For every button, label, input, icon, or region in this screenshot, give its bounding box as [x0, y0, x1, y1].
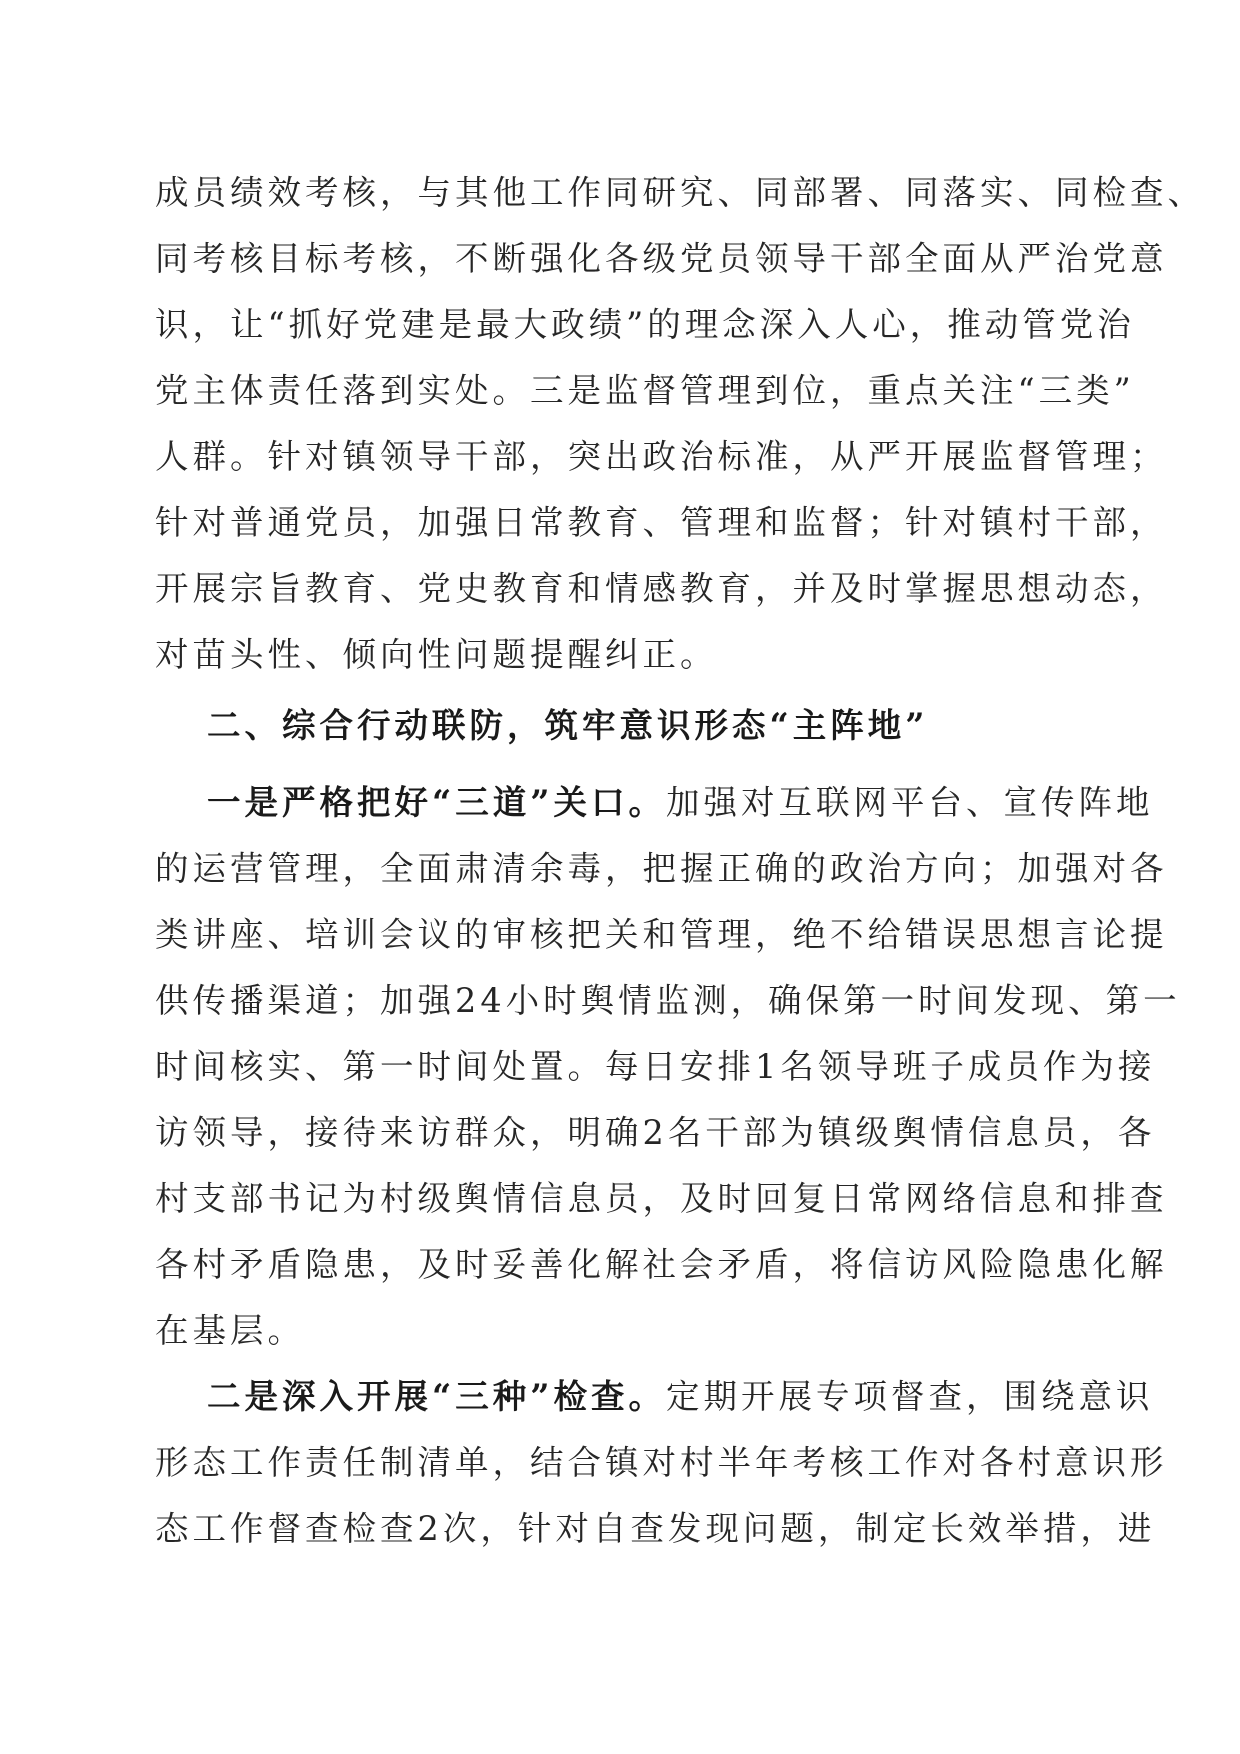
paragraph-line: 开展宗旨教育、党史教育和情感教育，并及时掌握思想动态，	[155, 569, 1168, 608]
paragraph-line: 各村矛盾隐患，及时妥善化解社会矛盾，将信访风险隐患化解	[155, 1245, 1168, 1284]
paragraph-lead-text: 定期开展专项督查，围绕意识	[666, 1377, 1154, 1416]
paragraph-line: 的运营管理，全面肃清余毒，把握正确的政治方向；加强对各	[155, 849, 1168, 888]
paragraph-line: 成员绩效考核，与其他工作同研究、同部署、同落实、同检查、	[155, 173, 1205, 212]
paragraph-line: 人群。针对镇领导干部，突出政治标准，从严开展监督管理；	[155, 437, 1168, 476]
paragraph-lead-heading: 一是严格把好“三道”关口。	[207, 783, 667, 822]
paragraph-line: 供传播渠道；加强24小时舆情监测，确保第一时间发现、第一	[155, 981, 1181, 1020]
paragraph-line: 访领导，接待来访群众，明确2名干部为镇级舆情信息员，各	[155, 1113, 1156, 1152]
paragraph-line: 类讲座、培训会议的审核把关和管理，绝不给错误思想言论提	[155, 915, 1168, 954]
paragraph-line: 针对普通党员，加强日常教育、管理和监督；针对镇村干部，	[155, 503, 1168, 542]
paragraph-line: 对苗头性、倾向性问题提醒纠正。	[155, 635, 718, 674]
paragraph-line: 态工作督查检查2次，针对自查发现问题，制定长效举措，进	[155, 1509, 1156, 1548]
paragraph-line: 在基层。	[155, 1311, 305, 1350]
paragraph-line: 形态工作责任制清单，结合镇对村半年考核工作对各村意识形	[155, 1443, 1168, 1482]
paragraph-lead-text: 加强对互联网平台、宣传阵地	[666, 783, 1154, 822]
paragraph-line: 同考核目标考核，不断强化各级党员领导干部全面从严治党意	[155, 239, 1168, 278]
paragraph-first-line	[207, 770, 1154, 836]
paragraph-first-line	[207, 1364, 1154, 1430]
section-heading: 二、综合行动联防，筑牢意识形态“主阵地”	[207, 706, 929, 745]
paragraph-line: 时间核实、第一时间处置。每日安排1名领导班子成员作为接	[155, 1047, 1156, 1086]
paragraph-line: 党主体责任落到实处。三是监督管理到位，重点关注“三类”	[155, 371, 1135, 410]
paragraph-line: 村支部书记为村级舆情信息员，及时回复日常网络信息和排查	[155, 1179, 1168, 1218]
paragraph-lead-heading: 二是深入开展“三种”检查。	[207, 1377, 667, 1416]
paragraph-line: 识，让“抓好党建是最大政绩”的理念深入人心，推动管党治	[155, 305, 1135, 344]
